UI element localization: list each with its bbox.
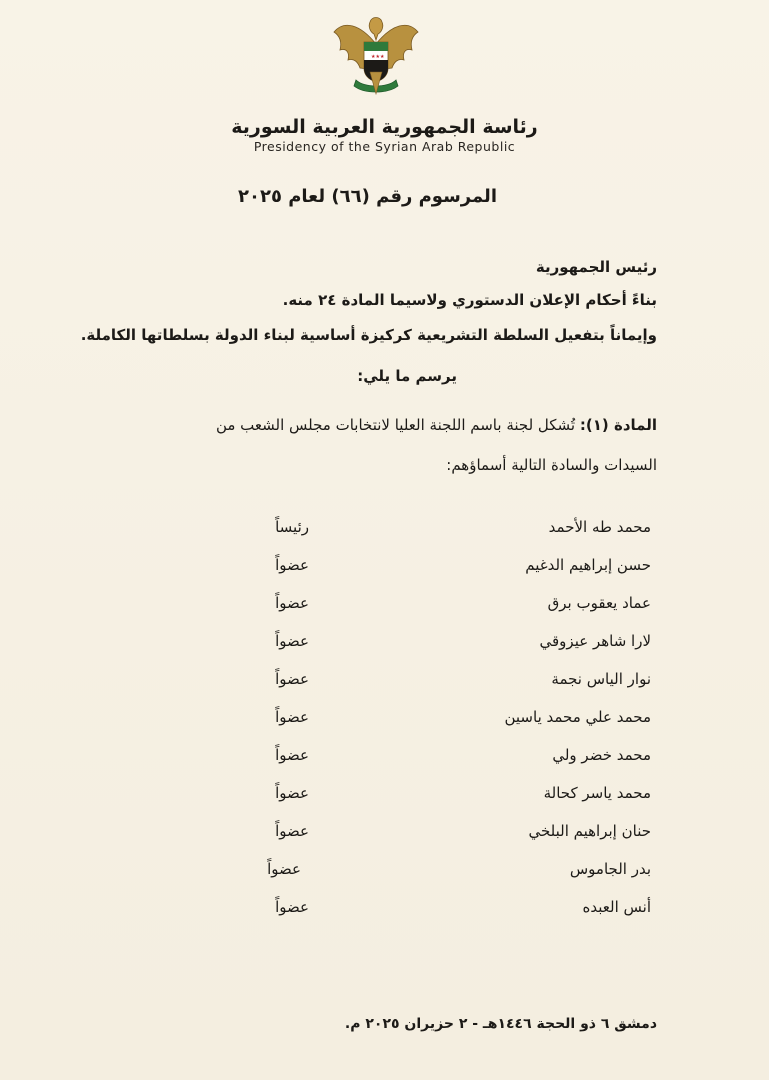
article-1-label: المادة (١): xyxy=(579,416,657,434)
member-role: عضواً xyxy=(275,556,309,574)
member-name: محمد علي محمد ياسين xyxy=(504,708,651,726)
member-name: محمد طه الأحمد xyxy=(548,518,651,536)
article-1-line-1 xyxy=(216,416,657,434)
member-role: رئيساً xyxy=(275,518,309,536)
member-role: عضواً xyxy=(275,594,309,612)
member-name: نوار الياس نجمة xyxy=(551,670,651,688)
member-name: لارا شاهر عيزوقي xyxy=(539,632,651,650)
preamble-line-legislative: وإيماناً بتفعيل السلطة التشريعية كركيزة أساسية لبناء الدولة بسلطاتها الكاملة. xyxy=(80,326,657,344)
decree-title: المرسوم رقم (٦٦) لعام ٢٠٢٥ xyxy=(238,186,497,207)
member-name: أنس العبده xyxy=(582,898,651,916)
member-role: عضواً xyxy=(275,632,309,650)
article-1-text: تُشكل لجنة باسم اللجنة العليا لانتخابات مجلس الشعب من xyxy=(215,416,580,434)
preamble-line-president: رئيس الجمهورية xyxy=(535,258,657,276)
syrian-eagle-emblem-icon xyxy=(330,14,422,100)
decree-date: دمشق ٦ ذو الحجة ١٤٤٦هـ - ٢ حزيران ٢٠٢٥ م. xyxy=(344,1016,657,1032)
member-name: عماد يعقوب برق xyxy=(547,594,651,612)
member-role: عضواً xyxy=(275,746,309,764)
member-role: عضواً xyxy=(267,860,301,878)
member-role: عضواً xyxy=(275,898,309,916)
preamble-line-constitution: بناءً أحكام الإعلان الدستوري ولاسيما المادة ٢٤ منه. xyxy=(282,291,657,309)
member-name: محمد ياسر كحالة xyxy=(543,784,651,802)
member-name: حنان إبراهيم البلخي xyxy=(528,822,651,840)
member-role: عضواً xyxy=(275,822,309,840)
presidency-title-english: Presidency of the Syrian Arab Republic xyxy=(253,139,516,154)
member-name: حسن إبراهيم الدغيم xyxy=(525,556,651,574)
member-role: عضواً xyxy=(275,708,309,726)
preamble-line-decrees: يرسم ما يلي: xyxy=(357,367,457,385)
article-1-line-2: السيدات والسادة التالية أسماؤهم: xyxy=(446,456,657,474)
member-role: عضواً xyxy=(275,784,309,802)
member-role: عضواً xyxy=(275,670,309,688)
presidency-title-arabic: رئاسة الجمهورية العربية السورية xyxy=(231,116,538,138)
member-name: محمد خضر ولي xyxy=(552,746,651,764)
svg-text:★★★: ★★★ xyxy=(371,54,385,60)
member-name: بدر الجاموس xyxy=(569,860,651,878)
